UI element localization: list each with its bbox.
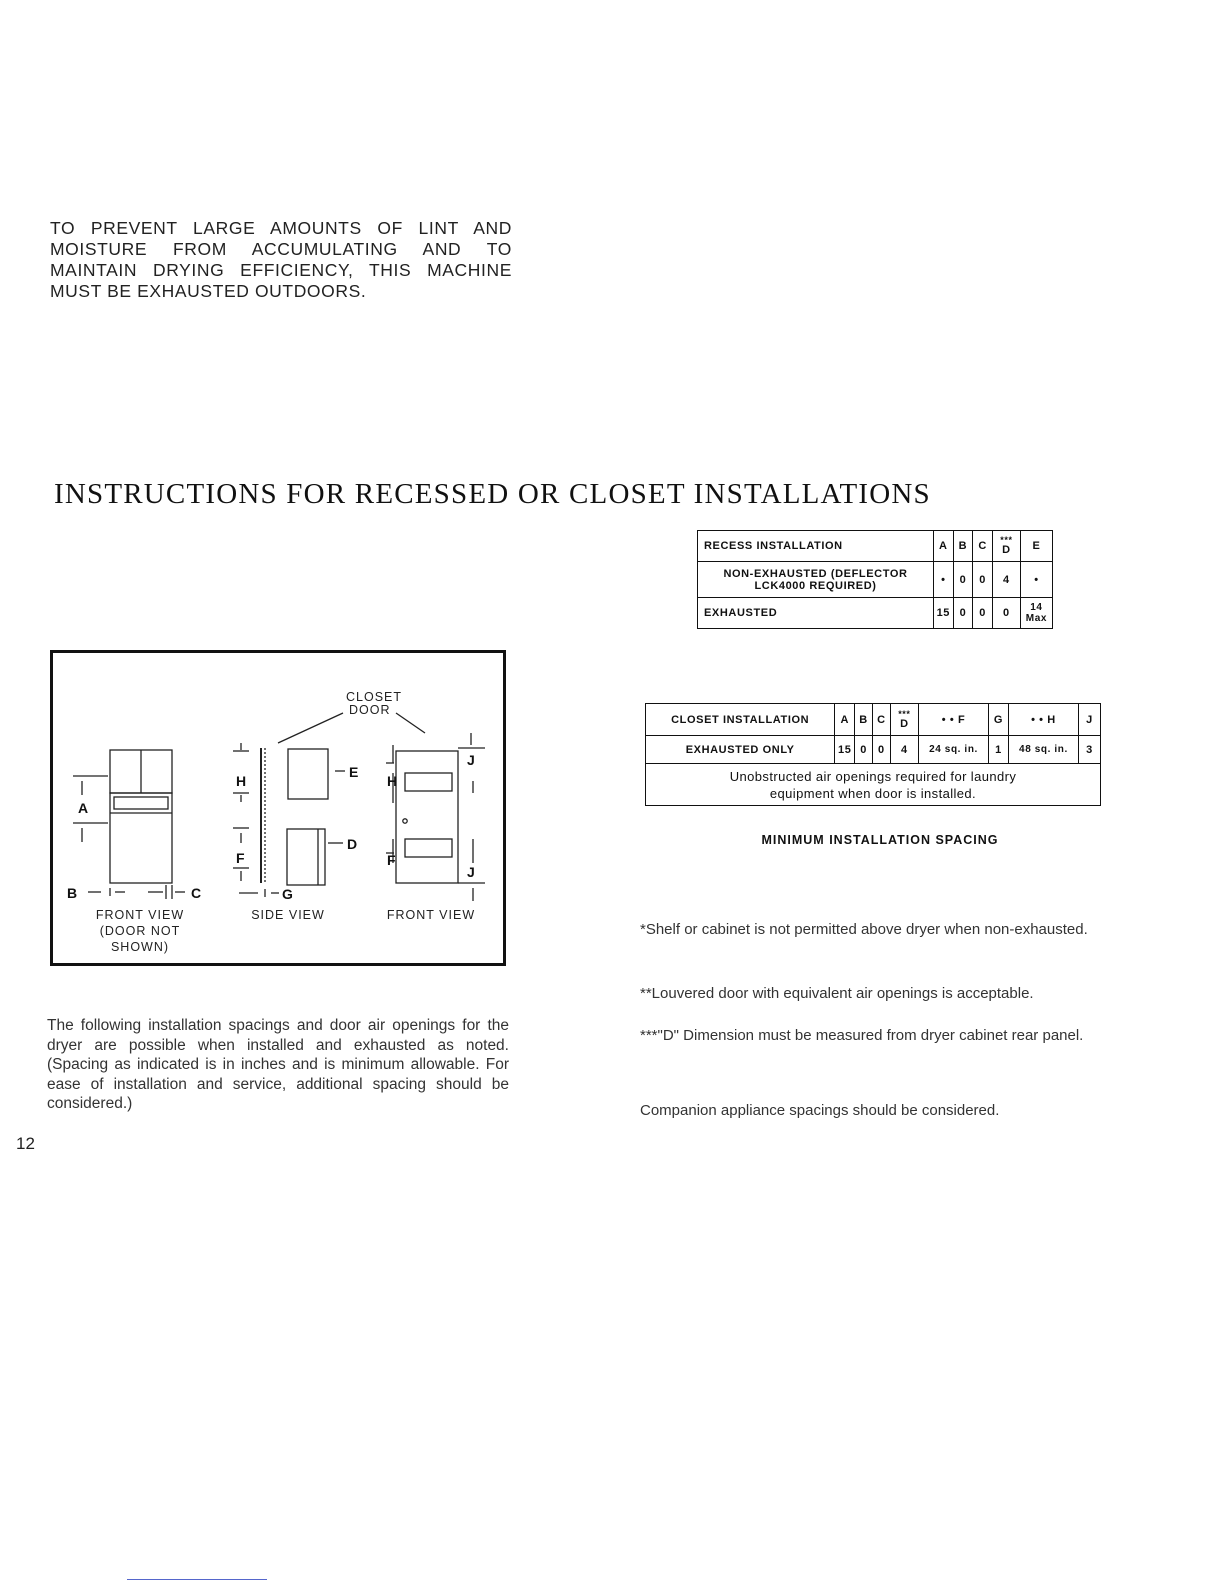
front-view-caption [75, 907, 205, 955]
table-row [646, 764, 1101, 806]
table-cell: 0 [973, 562, 993, 598]
dim-label-f: F [236, 850, 245, 866]
table-header-cell: E [1020, 531, 1052, 562]
table-cell: 15 [835, 736, 855, 764]
header-d: D [1002, 544, 1011, 556]
table-cell: EXHAUSTED [698, 598, 934, 629]
table-header-cell: • • F [918, 704, 988, 736]
table-cell: 0 [953, 562, 973, 598]
table-header-cell: B [855, 704, 873, 736]
table-header-cell: RECESS INSTALLATION [698, 531, 934, 562]
dim-label-j2: J [467, 864, 475, 880]
dim-label-c: C [191, 885, 202, 901]
table-cell: EXHAUSTED ONLY [646, 736, 835, 764]
page-number: 12 [16, 1134, 35, 1153]
closet-door [396, 751, 458, 883]
side-view-caption: SIDE VIEW [251, 908, 325, 922]
installation-diagram [50, 650, 506, 966]
dim-label-b: B [67, 885, 78, 901]
side-dryer [287, 829, 325, 885]
table-header-cell: J [1078, 704, 1100, 736]
dim-label-g: G [282, 886, 293, 902]
dim-label-j: J [467, 752, 475, 768]
front-view-2-caption: FRONT VIEW [386, 908, 476, 922]
table-cell: 0 [953, 598, 973, 629]
table-header-cell [992, 531, 1020, 562]
table-cell: • [933, 562, 953, 598]
table-cell: 0 [872, 736, 890, 764]
front-view-caption-line3: SHOWN) [110, 940, 170, 954]
table-row [698, 562, 1053, 598]
table-row [646, 736, 1101, 764]
table-header-cell: G [989, 704, 1009, 736]
stars-marker: *** [1000, 535, 1013, 545]
table-cell: 24 sq. in. [918, 736, 988, 764]
spacing-explanation: The following installation spacings and door air openings for the dryer are possible when installed and exhausted as noted. (Spacing as indicated is in inches and is minimum allowable. For ease of installation and service, additional spacing should be considered.) [47, 1017, 509, 1112]
side-cabinet [288, 749, 328, 799]
table-header-cell: C [872, 704, 890, 736]
header-d: D [900, 717, 909, 730]
front-view-caption-line2: (DOOR NOT [99, 924, 181, 938]
table-cell: 0 [973, 598, 993, 629]
table-header-cell: A [835, 704, 855, 736]
closet-door-label-2: DOOR [349, 703, 391, 717]
table-caption: MINIMUM INSTALLATION SPACING [761, 833, 999, 847]
footnote-companion: Companion appliance spacings should be considered. [640, 1102, 1000, 1119]
table-cell: 0 [855, 736, 873, 764]
table-header-cell: CLOSET INSTALLATION [646, 704, 835, 736]
dim-label-h: H [236, 773, 247, 789]
table-header-cell: C [973, 531, 993, 562]
intro-warning: TO PREVENT LARGE AMOUNTS OF LINT AND MOISTURE FROM ACCUMULATING AND TO MAINTAIN DRYING EFFICIENCY, THIS MACHINE MUST BE EXHAUSTED OUTDOORS. [50, 218, 512, 301]
table-cell: 4 [992, 562, 1020, 598]
stars-marker: *** [898, 708, 911, 719]
recess-installation-table [697, 530, 1053, 629]
dim-label-d: D [347, 836, 358, 852]
footer-rule [127, 1579, 267, 1580]
page-title: INSTRUCTIONS FOR RECESSED OR CLOSET INSTALLATIONS [54, 478, 931, 510]
footnote-shelf: *Shelf or cabinet is not permitted above dryer when non-exhausted. [640, 921, 1088, 938]
table-cell: 4 [890, 736, 918, 764]
table-cell: 3 [1078, 736, 1100, 764]
footnote-louvered-door: **Louvered door with equivalent air openings is acceptable. [640, 985, 1034, 1002]
table-header-cell: • • H [1008, 704, 1078, 736]
table-cell: • [1020, 562, 1052, 598]
dim-label-h2: H [387, 773, 398, 789]
table-cell: 1 [989, 736, 1009, 764]
footnote-d-dimension: ***"D" Dimension must be measured from dryer cabinet rear panel. [640, 1027, 1084, 1044]
dim-label-e: E [349, 764, 359, 780]
table-row [698, 598, 1053, 629]
closet-door-label-1: CLOSET [346, 690, 403, 704]
dryer-front [110, 793, 172, 883]
table-cell: 14 Max [1020, 598, 1052, 629]
table-header-cell: B [953, 531, 973, 562]
table-cell: 48 sq. in. [1008, 736, 1078, 764]
table-cell: 15 [933, 598, 953, 629]
front-view-caption-line1: FRONT VIEW [95, 908, 185, 922]
table-cell: NON-EXHAUSTED (DEFLECTOR LCK4000 REQUIRED) [698, 562, 934, 598]
closet-table-note: Unobstructed air openings required for laundry equipment when door is installed. [729, 768, 1017, 801]
table-header-cell: A [933, 531, 953, 562]
table-cell: 0 [992, 598, 1020, 629]
closet-installation-table [645, 703, 1101, 806]
dim-label-a: A [78, 800, 89, 816]
table-header-cell [890, 704, 918, 736]
dim-label-f2: F [387, 852, 396, 868]
table-note [646, 764, 1101, 806]
